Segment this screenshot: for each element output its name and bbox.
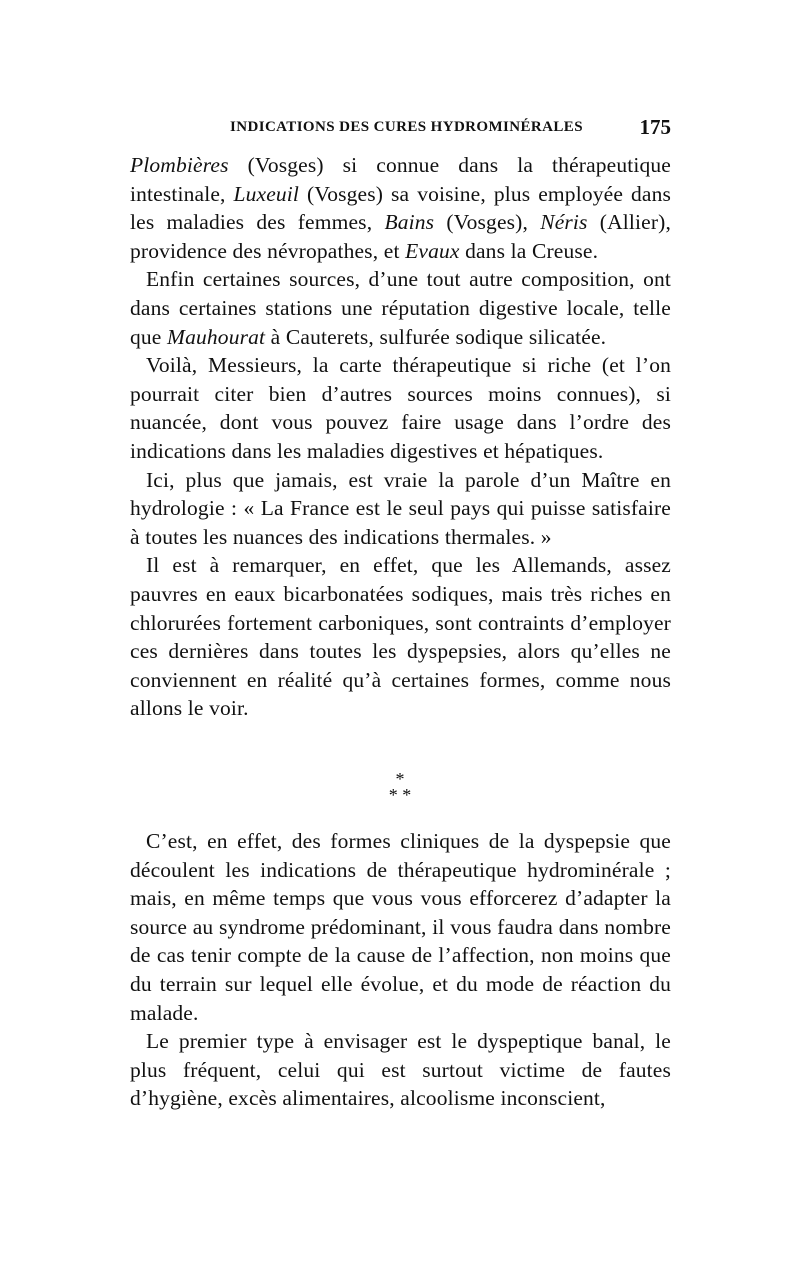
text-run: dans la Creuse. (459, 238, 599, 263)
running-header (130, 112, 671, 142)
paragraph (130, 827, 671, 1027)
text-run: Enfin certaines sources, d’une tout autre composition, ont dans certaines stations une réputation digestive locale, telle que (130, 267, 671, 349)
text-run: à Cauterets, sulfurée sodique silicatée. (265, 324, 607, 349)
place-name: Bains (384, 210, 435, 235)
place-name: Plombières (130, 153, 229, 177)
running-title: INDICATIONS DES CURES HYDROMINÉRALES (230, 119, 583, 135)
text-block-upper (130, 151, 671, 723)
text-block-lower (130, 827, 671, 1113)
asterism-separator (0, 769, 800, 805)
paragraph (130, 551, 671, 723)
paragraph (130, 151, 671, 265)
place-name: Evaux (405, 238, 460, 263)
asterism-bottom: * * (388, 785, 412, 805)
text-run: (Vosges) si connue dans la thérapeutique intestinale, (130, 153, 671, 206)
text-run: Voilà, Messieurs, la carte thérapeutique si riche (et l’on pourrait citer bien d’autres sources moins connues), si nuancée, dont vous pouvez faire usage dans l’ordre des indications dans les maladies digestives et hépatiques. (130, 353, 671, 463)
text-run: (Allier), providence des névropathes, et (130, 210, 671, 263)
text-run: (Vosges), (434, 210, 541, 235)
text-run: Le premier type à envisager est le dyspeptique banal, le plus fréquent, celui qui est surtout victime de fautes d’hygiène, excès alimentaires, alcoolisme inconscient, (130, 1029, 671, 1111)
paragraph (130, 1027, 671, 1113)
paragraph (130, 466, 671, 552)
page-number: 175 (639, 115, 671, 139)
text-run: Ici, plus que jamais, est vraie la parole d’un Maître en hydrologie : « La France est le seul pays qui puisse satisfaire à toutes les nuances des indications thermales. » (130, 467, 671, 549)
text-run: Il est à remarquer, en effet, que les Allemands, assez pauvres en eaux bicarbonatées sodiques, mais très riches en chlorurées fortement carboniques, sont contraints d’employer ces dernières dans toutes les dyspepsies, alors qu’elles ne conviennent en réalité qu’à certaines formes, comme nous allons le voir. (130, 553, 671, 721)
place-name: Néris (540, 210, 588, 235)
place-name: Mauhourat (167, 324, 266, 349)
text-run: (Vosges) sa voisine, plus employée dans les maladies des femmes, (130, 181, 671, 235)
asterism-top: * (395, 769, 405, 789)
place-name: Luxeuil (233, 181, 300, 206)
text-run: C’est, en effet, des formes cliniques de la dyspepsie que découlent les indications de thérapeutique hydrominérale ; mais, en même temps que vous vous efforcerez d’adapter la source au syndrome prédominant, il vous faudra dans nombre de cas tenir compte de la cause de l’affection, non moins que du terrain sur lequel elle évolue, et du mode de réaction du malade. (130, 829, 671, 1025)
paragraph (130, 351, 671, 465)
paragraph (130, 265, 671, 351)
